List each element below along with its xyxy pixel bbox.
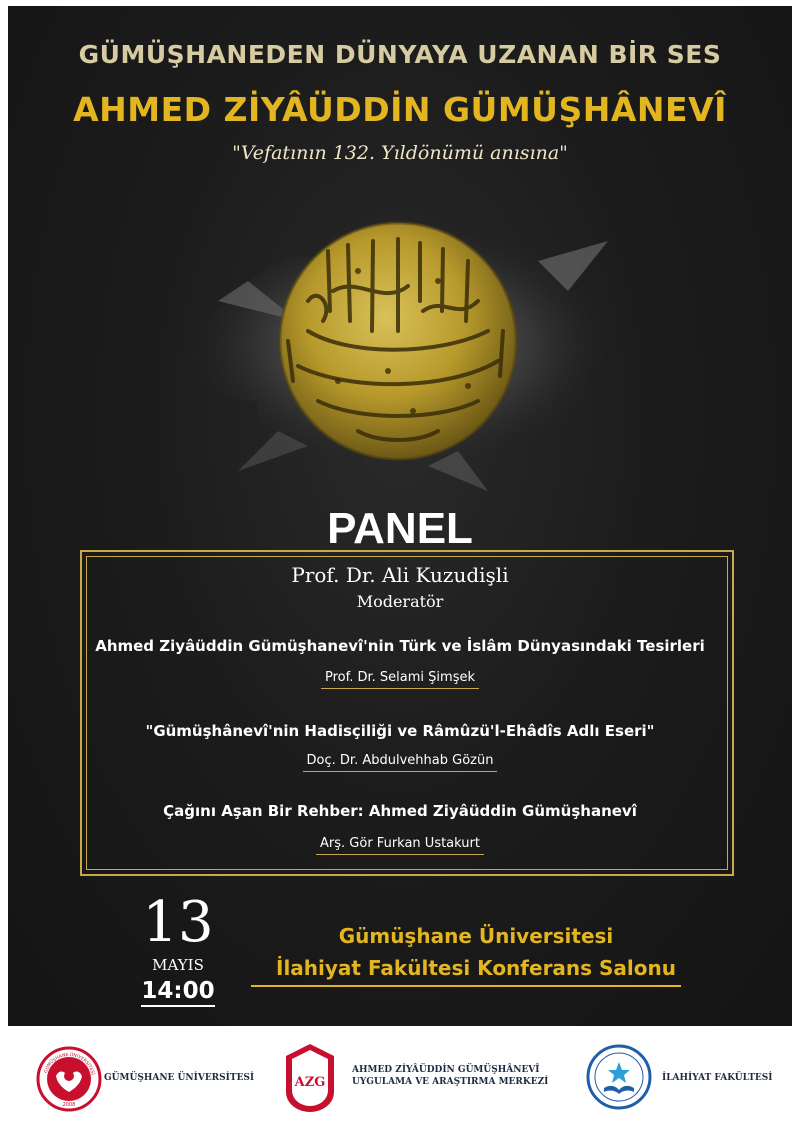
- seal-artwork: [158, 181, 638, 501]
- talk-speaker-2: [0, 753, 800, 772]
- faculty-name: İLAHİYAT FAKÜLTESİ: [662, 1073, 773, 1083]
- research-center-logo-text: AZG: [294, 1075, 326, 1090]
- venue-line-1: Gümüşhane Üniversitesi: [338, 924, 614, 948]
- header-line-2: AHMED ZİYÂÜDDİN GÜMÜŞHÂNEVÎ: [73, 90, 727, 129]
- footer-logos: [0, 1026, 800, 1132]
- talk-title-2: "Gümüşhânevî'nin Hadisçiliği ve Râmûzü'l-Ehâdîs Adlı Eseri": [145, 722, 655, 740]
- talk-speaker-2-name: Doç. Dr. Abdulvehhab Gözün: [303, 753, 498, 772]
- talk-speaker-3: [0, 836, 800, 855]
- research-center-name-2: UYGULAMA VE ARAŞTIRMA MERKEZİ: [352, 1077, 549, 1087]
- date-month: MAYIS: [152, 956, 204, 974]
- research-center-name-1: AHMED ZİYÂÜDDİN GÜMÜŞHÂNEVÎ: [352, 1065, 540, 1075]
- university-logo-text: GÜMÜŞHANE ÜNİVERSİTESİ: [43, 1052, 95, 1076]
- date-day: 13: [142, 890, 214, 955]
- talk-speaker-1-name: Prof. Dr. Selami Şimşek: [321, 670, 479, 689]
- talk-speaker-1: [0, 670, 800, 689]
- university-logo-year: 2008: [62, 1102, 76, 1108]
- research-center-logo: [284, 1042, 336, 1119]
- date-time: 14:00: [141, 978, 215, 1004]
- date-underline: [141, 1005, 215, 1007]
- venue-underline: [251, 985, 681, 987]
- header-line-3: "Vefatının 132. Yıldönümü anısına": [232, 142, 568, 164]
- faculty-logo: [586, 1044, 652, 1115]
- moderator-role: Moderatör: [356, 592, 444, 611]
- university-logo: [36, 1046, 102, 1117]
- talk-title-1: Ahmed Ziyâüddin Gümüşhanevî'nin Türk ve İslâm Dünyasındaki Tesirleri: [95, 637, 705, 655]
- talk-speaker-3-name: Arş. Gör Furkan Ustakurt: [316, 836, 484, 855]
- gold-calligraphy-seal-icon: [158, 181, 638, 501]
- header-line-1: GÜMÜŞHANEDEN DÜNYAYA UZANAN BİR SES: [78, 40, 722, 69]
- talk-title-3: Çağını Aşan Bir Rehber: Ahmed Ziyâüddin Gümüşhanevî: [163, 802, 637, 820]
- university-seal-icon: [36, 1046, 102, 1112]
- university-name: GÜMÜŞHANE ÜNİVERSİTESİ: [104, 1073, 255, 1083]
- research-center-emblem-icon: [284, 1042, 336, 1114]
- venue-line-2: İlahiyat Fakültesi Konferans Salonu: [276, 956, 676, 980]
- panel-title: PANEL: [327, 504, 473, 553]
- moderator-name: Prof. Dr. Ali Kuzudişli: [291, 563, 509, 587]
- faculty-seal-icon: [586, 1044, 652, 1110]
